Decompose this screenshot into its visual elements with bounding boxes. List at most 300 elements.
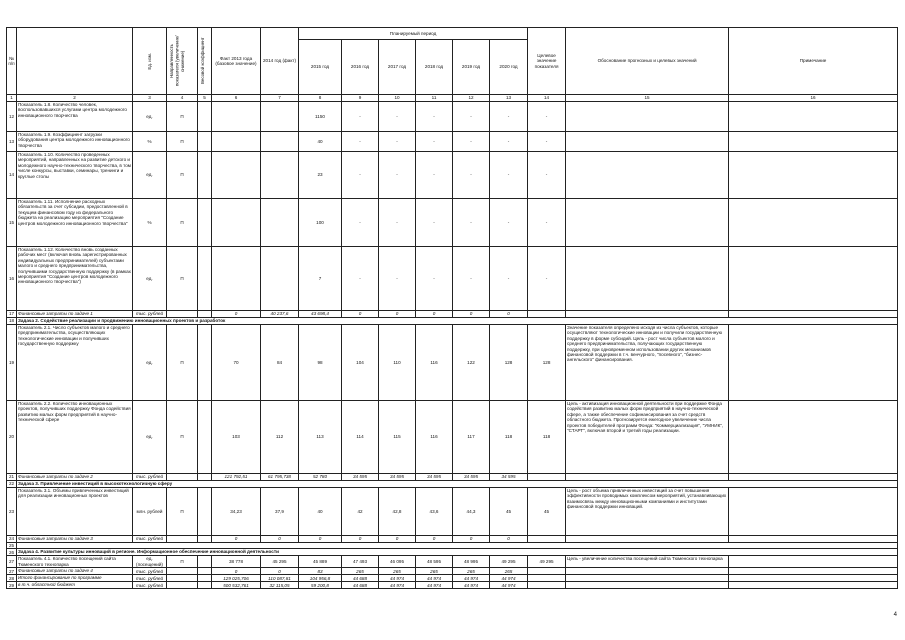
header-direction: Направленность показателя (увеличение/снижение) <box>169 35 185 87</box>
fact-2014-cell: 61 795,738 <box>261 474 299 481</box>
plan-value-cell: 34 595 <box>453 474 490 481</box>
weight-cell <box>198 401 212 474</box>
plan-value-cell: - <box>490 102 528 132</box>
plan-value-cell: - <box>342 152 379 199</box>
col-number: 16 <box>729 95 898 102</box>
note-cell <box>729 325 898 401</box>
fact-2013-cell: 500 532,761 <box>212 582 261 589</box>
plan-value-cell: - <box>379 102 416 132</box>
row-number: 28 <box>7 575 17 582</box>
plan-value-cell: 45 <box>490 488 528 536</box>
header-year: 2019 год <box>453 40 490 95</box>
target-cell <box>528 536 566 543</box>
row-number: 14 <box>7 152 17 199</box>
plan-value-cell: 44 974 <box>490 582 528 589</box>
rationale-cell <box>566 102 729 132</box>
unit-cell: тыс. рублей <box>133 474 167 481</box>
fact-2013-cell: 0 <box>212 536 261 543</box>
plan-value-cell: - <box>379 247 416 311</box>
weight-cell <box>198 488 212 536</box>
indicator-name: Финансовые затраты по задаче 3 <box>17 536 133 543</box>
plan-value-cell: - <box>453 152 490 199</box>
plan-value-cell: 100 <box>299 199 342 247</box>
unit-cell: тыс. рублей <box>133 568 167 575</box>
rationale-cell <box>566 568 729 575</box>
finance-row <box>7 582 898 589</box>
target-cell: - <box>528 102 566 132</box>
plan-value-cell: 265 <box>416 568 453 575</box>
plan-value-cell: 44 974 <box>416 575 453 582</box>
row-number: 12 <box>7 102 17 132</box>
table-row <box>7 132 898 152</box>
plan-value-cell: - <box>379 199 416 247</box>
col-number: 3 <box>133 95 167 102</box>
table-body <box>7 102 898 589</box>
row-number: 16 <box>7 247 17 311</box>
header-year: 2017 год <box>379 40 416 95</box>
unit-cell: тыс. рублей <box>133 582 167 589</box>
plan-value-cell: - <box>490 132 528 152</box>
plan-value-cell: 0 <box>490 536 528 543</box>
row-number: 25 <box>7 543 17 549</box>
plan-value-cell: 43,6 <box>416 488 453 536</box>
fact-2013-cell: 34,23 <box>212 488 261 536</box>
direction-cell: П <box>167 401 198 474</box>
note-cell <box>729 568 898 575</box>
task-row <box>7 318 898 325</box>
direction-cell: П <box>167 132 198 152</box>
rationale-cell <box>566 311 729 318</box>
rationale-cell <box>566 199 729 247</box>
col-number: 9 <box>342 95 379 102</box>
col-number: 15 <box>566 95 729 102</box>
weight-cell <box>198 536 212 543</box>
header-target: Целевое значение показателя <box>528 28 566 95</box>
finance-row <box>7 536 898 543</box>
header-note: Примечание <box>729 28 898 95</box>
plan-value-cell: 0 <box>453 311 490 318</box>
fact-2013-cell <box>212 132 261 152</box>
plan-value-cell: - <box>453 247 490 311</box>
plan-value-cell: - <box>490 199 528 247</box>
header-fact2014: 2014 год (факт) <box>261 28 299 95</box>
indicator-name: Показатель 2.2. Количество инновационных проектов, получивших поддержку Фонда содействия развитию малых форм предприятий в научно-технической сфере <box>17 401 133 474</box>
weight-cell <box>198 474 212 481</box>
fact-2014-cell: 37,9 <box>261 488 299 536</box>
plan-value-cell: - <box>416 132 453 152</box>
plan-value-cell: - <box>490 247 528 311</box>
col-number: 7 <box>261 95 299 102</box>
plan-value-cell: 98 <box>299 325 342 401</box>
plan-value-cell: - <box>453 199 490 247</box>
plan-value-cell: 1150 <box>299 102 342 132</box>
col-number: 5 <box>198 95 212 102</box>
header-year: 2016 год <box>342 40 379 95</box>
task-title: Задача 3. Привлечение инвестиций в высокотехнологичную сферу <box>17 481 898 488</box>
plan-value-cell: 0 <box>416 536 453 543</box>
plan-value-cell: 265 <box>342 568 379 575</box>
header-year: 2018 год <box>416 40 453 95</box>
unit-cell: ед. <box>133 102 167 132</box>
table-row <box>7 488 898 536</box>
note-cell <box>729 488 898 536</box>
row-number: 20 <box>7 401 17 474</box>
plan-value-cell: 34 595 <box>379 474 416 481</box>
row-number: 27 <box>7 556 17 568</box>
fact-2014-cell <box>261 152 299 199</box>
plan-value-cell: 0 <box>379 311 416 318</box>
plan-value-cell: 34 595 <box>416 474 453 481</box>
unit-cell: ед. (посещений) <box>133 556 167 568</box>
plan-value-cell: - <box>490 152 528 199</box>
plan-value-cell: 34 595 <box>490 474 528 481</box>
row-number: 23 <box>7 488 17 536</box>
plan-value-cell: 44 974 <box>416 582 453 589</box>
task-title: Задача 4. Развитие культуры инноваций в регионе. Информационное обеспечение инновационной деятельности <box>17 549 898 556</box>
rationale-cell <box>566 582 729 589</box>
indicator-name: Показатель 3.1. Объемы привлеченных инвестиций для реализации инновационных проектов <box>17 488 133 536</box>
document-sheet <box>6 27 897 589</box>
note-cell <box>729 199 898 247</box>
target-cell: 118 <box>528 401 566 474</box>
row-number: 18 <box>7 318 17 325</box>
plan-value-cell: 0 <box>379 536 416 543</box>
plan-value-cell: 0 <box>490 311 528 318</box>
rationale-cell <box>566 247 729 311</box>
col-number: 1 <box>7 95 17 102</box>
plan-value-cell: 104 <box>342 325 379 401</box>
direction-cell: П <box>167 325 198 401</box>
fact-2013-cell: 121 792,51 <box>212 474 261 481</box>
table-row <box>7 199 898 247</box>
target-cell <box>528 474 566 481</box>
col-number: 14 <box>528 95 566 102</box>
plan-value-cell: 114 <box>342 401 379 474</box>
fact-2013-cell: 129 025,706 <box>212 575 261 582</box>
plan-value-cell: 47 493 <box>342 556 379 568</box>
unit-cell: млн. рублей <box>133 488 167 536</box>
row-number: 27 <box>7 568 17 575</box>
direction-cell <box>167 568 198 575</box>
row-number: 13 <box>7 132 17 152</box>
rationale-cell: Цель - увеличение количества посещений сайта Тюменского технопарка <box>566 556 729 568</box>
finance-row <box>7 474 898 481</box>
row-number: 24 <box>7 536 17 543</box>
col-number: 11 <box>416 95 453 102</box>
fact-2014-cell: 32 115,05 <box>261 582 299 589</box>
row-number: 15 <box>7 199 17 247</box>
plan-value-cell: 42,8 <box>379 488 416 536</box>
plan-value-cell: 83 <box>299 568 342 575</box>
note-cell <box>729 536 898 543</box>
plan-value-cell: - <box>416 152 453 199</box>
note-cell <box>729 247 898 311</box>
col-number: 6 <box>212 95 261 102</box>
fact-2014-cell <box>261 247 299 311</box>
weight-cell <box>198 132 212 152</box>
finance-row <box>7 311 898 318</box>
plan-value-cell: 44 974 <box>490 575 528 582</box>
row-number: 26 <box>7 549 17 556</box>
indicator-name: Показатель 1.11. Исполнение расходных обязательств за счет субсидии, предоставленной в текущем финансовом году из федерального бюджета на реализацию мероприятия "Создание центров молодежного инновационного творчества" <box>17 199 133 247</box>
target-cell <box>528 311 566 318</box>
plan-value-cell: 49 295 <box>490 556 528 568</box>
note-cell <box>729 474 898 481</box>
fact-2014-cell: 112 <box>261 401 299 474</box>
weight-cell <box>198 568 212 575</box>
weight-cell <box>198 582 212 589</box>
plan-value-cell: 44 974 <box>379 582 416 589</box>
plan-value-cell: 0 <box>299 536 342 543</box>
fact-2014-cell: 84 <box>261 325 299 401</box>
direction-cell <box>167 582 198 589</box>
rationale-cell: Значение показателя определено исходя из числа субъектов, которые осуществляют технологические инновации и получили государственную поддержку в форме субсидий. Цель - рост числа субъектов малого и среднего предпринимательства, получающих государственную поддержку, при одновременном использовании других механизмов финансовой поддержки в т.ч. венчурного, "посевного", "бизнес-ангельского" финансирования. <box>566 325 729 401</box>
fact-2013-cell <box>212 102 261 132</box>
fact-2014-cell: 0 <box>261 568 299 575</box>
table-row <box>7 556 898 568</box>
target-cell: - <box>528 132 566 152</box>
header-year: 2020 год <box>490 40 528 95</box>
fact-2013-cell: 0 <box>212 568 261 575</box>
finance-row <box>7 575 898 582</box>
target-cell <box>528 582 566 589</box>
unit-cell: ед. <box>133 247 167 311</box>
header-num: № п/п <box>7 28 17 95</box>
note-cell <box>729 582 898 589</box>
rationale-cell <box>566 152 729 199</box>
target-cell: 49 295 <box>528 556 566 568</box>
row-number: 29 <box>7 582 17 589</box>
plan-value-cell: 0 <box>453 536 490 543</box>
table-row <box>7 401 898 474</box>
indicator-name: Показатель 1.8. Количество человек, воспользовавшихся услугами центра молодежного инновационного творчества <box>17 102 133 132</box>
rationale-cell <box>566 575 729 582</box>
unit-cell: % <box>133 132 167 152</box>
fact-2013-cell: 103 <box>212 401 261 474</box>
plan-value-cell: - <box>342 199 379 247</box>
table-row <box>7 152 898 199</box>
unit-cell: ед. <box>133 325 167 401</box>
direction-cell: П <box>167 102 198 132</box>
direction-cell: П <box>167 152 198 199</box>
row-number: 17 <box>7 311 17 318</box>
plan-value-cell: - <box>342 102 379 132</box>
table-row <box>7 247 898 311</box>
plan-value-cell: - <box>453 102 490 132</box>
row-number: 22 <box>7 481 17 488</box>
indicator-name: Показатель 1.9. Коэффициент загрузки оборудования центра молодежного инновационного творчества <box>17 132 133 152</box>
weight-cell <box>198 556 212 568</box>
table-row <box>7 102 898 132</box>
note-cell <box>729 311 898 318</box>
rationale-cell <box>566 536 729 543</box>
plan-value-cell: 44 974 <box>379 575 416 582</box>
plan-value-cell: - <box>416 199 453 247</box>
plan-value-cell: 42 <box>342 488 379 536</box>
plan-value-cell: 0 <box>416 311 453 318</box>
indicator-name: Финансовые затраты по задаче 4 <box>17 568 133 575</box>
direction-cell: П <box>167 488 198 536</box>
note-cell <box>729 401 898 474</box>
weight-cell <box>198 152 212 199</box>
weight-cell <box>198 102 212 132</box>
target-cell: - <box>528 199 566 247</box>
direction-cell: П <box>167 556 198 568</box>
rationale-cell: Цель - рост объема привлеченных инвестиций за счет повышения эффективности проводимых комплексом мероприятий, устанавливающих взаимосвязь между инновационными компаниями и институтами финансовой поддержки инноваций. <box>566 488 729 536</box>
plan-value-cell: 0 <box>342 311 379 318</box>
rationale-cell: Цель - активизация инновационной деятельности при поддержке Фонда содействия развитию малых форм предприятий в научно-технической сфере, а также обеспечение софинансирования за счет средств областного бюджета. Прогнозируется ежегодное увеличение числа проектов победителей программ Фонда: "Коммерциализация", "УМНИК", "СТАРТ", включая второй и третий годы реализации. <box>566 401 729 474</box>
header-fact2013: Факт 2013 года (базовое значение) <box>212 28 261 95</box>
fact-2014-cell <box>261 102 299 132</box>
finance-row <box>7 568 898 575</box>
fact-2014-cell: 110 087,81 <box>261 575 299 582</box>
direction-cell <box>167 536 198 543</box>
indicator-name: Финансовые затраты по задаче 1 <box>17 311 133 318</box>
header-unit: Ед. изм. <box>146 52 152 70</box>
plan-value-cell: 128 <box>490 325 528 401</box>
table-row <box>7 325 898 401</box>
col-number: 4 <box>167 95 198 102</box>
plan-value-cell: 7 <box>299 247 342 311</box>
weight-cell <box>198 199 212 247</box>
weight-cell <box>198 325 212 401</box>
rationale-cell <box>566 474 729 481</box>
indicator-name: Показатель 1.10. Количество проведенных мероприятий, направленных на развитие детского и молодежного научно-технического творчества, в том числе конкурсы, выставки, семинары, тренинги и круглые столы <box>17 152 133 199</box>
target-cell: - <box>528 152 566 199</box>
plan-value-cell: - <box>416 247 453 311</box>
fact-2014-cell: 45 295 <box>261 556 299 568</box>
plan-value-cell: 116 <box>416 325 453 401</box>
plan-value-cell: - <box>379 132 416 152</box>
fact-2013-cell: 0 <box>212 311 261 318</box>
direction-cell <box>167 474 198 481</box>
note-cell <box>729 102 898 132</box>
fact-2013-cell: 70 <box>212 325 261 401</box>
plan-value-cell: 48 995 <box>453 556 490 568</box>
indicator-name: в т.ч. областной бюджет <box>17 582 133 589</box>
note-cell <box>729 556 898 568</box>
col-number: 8 <box>299 95 342 102</box>
task-title: Задача 2. Содействие реализации и продвижению инновационных проектов и разработок <box>17 318 898 325</box>
unit-cell: ед. <box>133 152 167 199</box>
plan-value-cell: 23 <box>299 152 342 199</box>
plan-value-cell: 48 595 <box>416 556 453 568</box>
plan-value-cell: 265 <box>379 568 416 575</box>
plan-value-cell: 45 889 <box>299 556 342 568</box>
note-cell <box>729 575 898 582</box>
plan-value-cell: - <box>379 152 416 199</box>
plan-value-cell: 34 595 <box>342 474 379 481</box>
plan-value-cell: 44 974 <box>453 575 490 582</box>
row-number: 21 <box>7 474 17 481</box>
fact-2013-cell <box>212 199 261 247</box>
column-number-row <box>7 95 898 102</box>
target-cell <box>528 575 566 582</box>
unit-cell: % <box>133 199 167 247</box>
page-number: 4 <box>893 612 897 618</box>
note-cell <box>729 132 898 152</box>
unit-cell: ед. <box>133 401 167 474</box>
fact-2013-cell <box>212 247 261 311</box>
plan-value-cell: 115 <box>379 401 416 474</box>
plan-value-cell: 113 <box>299 401 342 474</box>
indicator-name: Показатель 2.1. Число субъектов малого и среднего предпринимательства, осуществляющих технологические инновации и получивших государственную поддержку <box>17 325 133 401</box>
fact-2013-cell: 38 778 <box>212 556 261 568</box>
direction-cell: П <box>167 199 198 247</box>
target-cell: 45 <box>528 488 566 536</box>
plan-value-cell: 118 <box>490 401 528 474</box>
plan-value-cell: 116 <box>416 401 453 474</box>
weight-cell <box>198 575 212 582</box>
plan-value-cell: 44 974 <box>453 582 490 589</box>
plan-value-cell: 43 698,4 <box>299 311 342 318</box>
plan-value-cell: 110 <box>379 325 416 401</box>
plan-value-cell: - <box>342 132 379 152</box>
col-number: 12 <box>453 95 490 102</box>
direction-cell <box>167 311 198 318</box>
plan-value-cell: 0 <box>342 536 379 543</box>
fact-2014-cell <box>261 199 299 247</box>
header-planned: Планируемый период <box>299 28 528 40</box>
weight-cell <box>198 311 212 318</box>
plan-value-cell: 44 688 <box>342 575 379 582</box>
header-name <box>17 28 133 95</box>
direction-cell: П <box>167 247 198 311</box>
plan-value-cell: 40 <box>299 132 342 152</box>
plan-value-cell: 265 <box>490 568 528 575</box>
unit-cell: тыс. рублей <box>133 536 167 543</box>
target-cell: - <box>528 247 566 311</box>
row-number: 19 <box>7 325 17 401</box>
header-weight: Весовой коэффициент <box>199 37 205 85</box>
plan-value-cell: 104 956,8 <box>299 575 342 582</box>
plan-value-cell: 52 780 <box>299 474 342 481</box>
indicator-name: Итого финансирование по программе <box>17 575 133 582</box>
indicator-name: Показатель 1.12. Количество вновь созданных рабочих мест (включая вновь зарегистрированных индивидуальных предпринимателей) субъектами малого и среднего предпринимательства, получившими государственную поддержку (в рамках мероприятия "Создание центров молодежного инновационного творчества") <box>17 247 133 311</box>
col-number: 10 <box>379 95 416 102</box>
plan-value-cell: 117 <box>453 401 490 474</box>
task-row <box>7 549 898 556</box>
indicator-name: Показатель 4.1. Количество посещений сайта Тюменского технопарка <box>17 556 133 568</box>
plan-value-cell: 44 688 <box>342 582 379 589</box>
indicator-name: Финансовые затраты по задаче 2 <box>17 474 133 481</box>
header-year: 2015 год <box>299 40 342 95</box>
plan-value-cell: 46 095 <box>379 556 416 568</box>
fact-2014-cell: 40 237,6 <box>261 311 299 318</box>
header-rationale: Обоснование прогнозных и целевых значений <box>566 28 729 95</box>
note-cell <box>729 152 898 199</box>
task-row <box>7 481 898 488</box>
col-number: 13 <box>490 95 528 102</box>
fact-2014-cell: 0 <box>261 536 299 543</box>
unit-cell: тыс. рублей <box>133 575 167 582</box>
plan-value-cell: 122 <box>453 325 490 401</box>
rationale-cell <box>566 132 729 152</box>
unit-cell: тыс. рублей <box>133 311 167 318</box>
plan-value-cell: 44,3 <box>453 488 490 536</box>
fact-2013-cell <box>212 152 261 199</box>
plan-value-cell: - <box>453 132 490 152</box>
weight-cell <box>198 247 212 311</box>
plan-value-cell: 40 <box>299 488 342 536</box>
target-cell <box>528 568 566 575</box>
target-cell: 128 <box>528 325 566 401</box>
indicators-table <box>6 27 898 589</box>
plan-value-cell: - <box>416 102 453 132</box>
plan-value-cell: - <box>342 247 379 311</box>
direction-cell <box>167 575 198 582</box>
plan-value-cell: 265 <box>453 568 490 575</box>
